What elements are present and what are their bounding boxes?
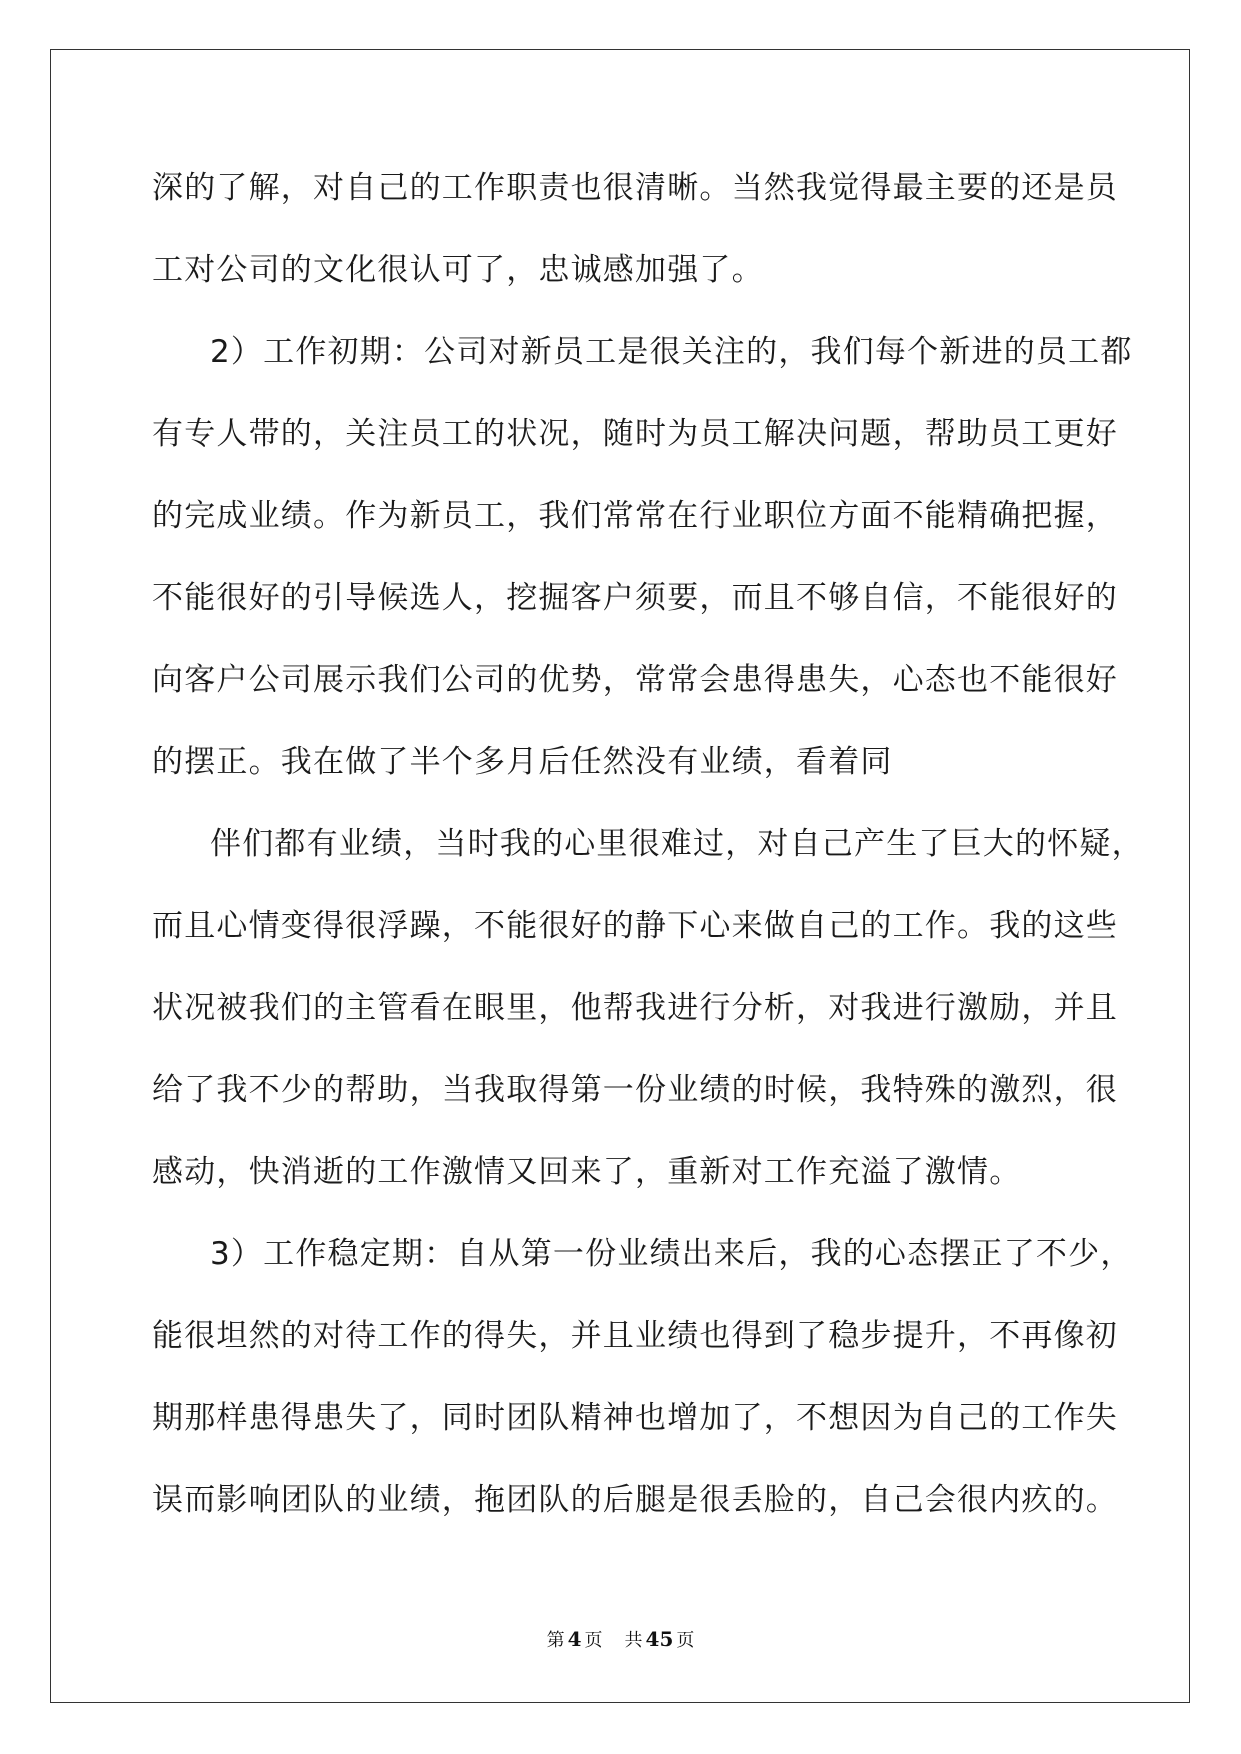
text-line: 期那样患得患失了，同时团队精神也增加了，不想因为自己的工作失 [152,1400,1118,1436]
text-line: 误而影响团队的业绩，拖团队的后腿是很丢脸的，自己会很内疚的。 [152,1482,1118,1518]
text-line: 有专人带的，关注员工的状况，随时为员工解决问题，帮助员工更好 [152,416,1118,452]
text-line: 工对公司的文化很认可了，忠诚感加强了。 [152,252,764,288]
text-line: 不能很好的引导候选人，挖掘客户须要，而且不够自信，不能很好的 [152,580,1118,616]
text-line: 伴们都有业绩，当时我的心里很难过，对自己产生了巨大的怀疑， [210,826,1144,862]
text-line: 向客户公司展示我们公司的优势，常常会患得患失，心态也不能很好 [152,662,1118,698]
total-prefix: 共 [624,1630,643,1651]
text-line: 的完成业绩。作为新员工，我们常常在行业职位方面不能精确把握， [152,498,1118,534]
page-footer [0,1626,1241,1652]
page-prefix: 第 [546,1630,565,1651]
text-line: 的摆正。我在做了半个多月后任然没有业绩，看着同 [152,744,893,780]
text-line: 深的了解，对自己的工作职责也很清晰。当然我觉得最主要的还是员 [152,170,1118,206]
total-suffix: 页 [676,1630,695,1651]
text-line: 感动，快消逝的工作激情又回来了，重新对工作充溢了激情。 [152,1154,1022,1190]
page-current: 4 [567,1627,582,1651]
text-line: 给了我不少的帮助，当我取得第一份业绩的时候，我特殊的激烈，很 [152,1072,1118,1108]
page-suffix: 页 [584,1630,603,1651]
text-line: 能很坦然的对待工作的得失，并且业绩也得到了稳步提升，不再像初 [152,1318,1118,1354]
document-body [152,168,1144,1562]
text-line: 2）工作初期：公司对新员工是很关注的，我们每个新进的员工都 [210,334,1133,370]
text-line: 3）工作稳定期：自从第一份业绩出来后，我的心态摆正了不少， [210,1236,1133,1272]
page-total: 45 [645,1627,674,1651]
text-line: 而且心情变得很浮躁，不能很好的静下心来做自己的工作。我的这些 [152,908,1118,944]
text-line: 状况被我们的主管看在眼里，他帮我进行分析，对我进行激励，并且 [152,990,1118,1026]
